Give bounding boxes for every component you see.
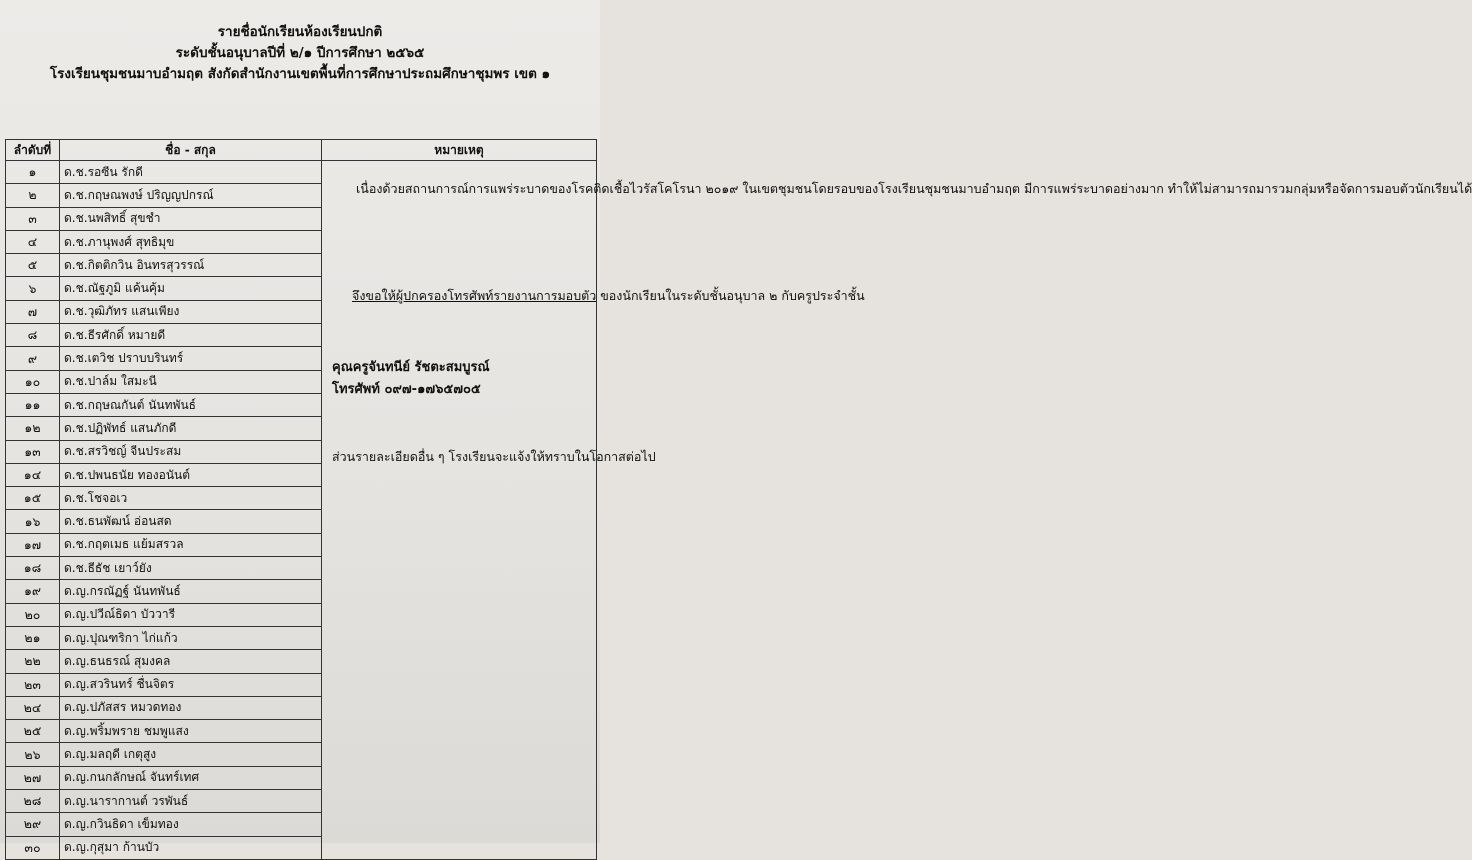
student-name: ด.ช.ธีธัช เยาว์ยัง bbox=[60, 557, 322, 580]
student-name: ด.ช.ณัฐภูมิ แค้นคุ้ม bbox=[60, 277, 322, 300]
student-name: ด.ญ.ธนธรณ์ สุมงคล bbox=[60, 650, 322, 673]
student-name: ด.ช.กฤตเมธ แย้มสรวล bbox=[60, 533, 322, 556]
note-block bbox=[326, 161, 1472, 831]
row-number: ๑๖ bbox=[6, 510, 60, 533]
student-name: ด.ช.นพสิทธิ์ สุขชำ bbox=[60, 207, 322, 230]
student-roster-table bbox=[5, 139, 1472, 860]
student-name: ด.ช.กิตติกวิน อินทรสุวรรณ์ bbox=[60, 254, 322, 277]
row-number: ๒๗ bbox=[6, 766, 60, 789]
table-header-row bbox=[6, 140, 597, 161]
note-paragraph-request bbox=[332, 285, 865, 307]
student-name: ด.ช.วุฒิภัทร แสนเพียง bbox=[60, 300, 322, 323]
row-number: ๗ bbox=[6, 300, 60, 323]
table-row bbox=[6, 161, 597, 184]
row-number: ๙ bbox=[6, 347, 60, 370]
row-number: ๒๙ bbox=[6, 813, 60, 836]
row-number: ๒๖ bbox=[6, 743, 60, 766]
row-number: ๖ bbox=[6, 277, 60, 300]
row-number: ๑๔ bbox=[6, 463, 60, 486]
row-number: ๘ bbox=[6, 324, 60, 347]
teacher-contact bbox=[332, 357, 586, 401]
student-name: ด.ญ.ปุณฑริกา ไก่แก้ว bbox=[60, 626, 322, 649]
student-name: ด.ช.ปฏิพัทธ์ แสนภักดี bbox=[60, 417, 322, 440]
student-name: ด.ช.เตวิช ปราบบรินทร์ bbox=[60, 347, 322, 370]
row-number: ๓ bbox=[6, 207, 60, 230]
teacher-phone: โทรศัพท์ ๐๙๗-๑๗๖๕๗๐๕ bbox=[332, 382, 481, 397]
row-number: ๒๕ bbox=[6, 720, 60, 743]
student-name: ด.ญ.พริ้มพราย ชมพูแสง bbox=[60, 720, 322, 743]
student-name: ด.ญ.มลฤดี เกตุสูง bbox=[60, 743, 322, 766]
row-number: ๑๑ bbox=[6, 393, 60, 416]
row-number: ๒๔ bbox=[6, 696, 60, 719]
student-name: ด.ช.โชจอเว bbox=[60, 487, 322, 510]
row-number: ๕ bbox=[6, 254, 60, 277]
student-name: ด.ญ.สวรินทร์ ชื่นจิตร bbox=[60, 673, 322, 696]
column-header-no: ลำดับที่ bbox=[6, 140, 60, 161]
row-number: ๓๐ bbox=[6, 836, 60, 859]
note-cell bbox=[322, 161, 1472, 860]
note-request-rest: ของนักเรียนในระดับชั้นอนุบาล ๒ กับครูประจำชั้น bbox=[596, 288, 865, 303]
row-number: ๒ bbox=[6, 184, 60, 207]
student-name: ด.ช.ธีรศักดิ์ หมายดี bbox=[60, 324, 322, 347]
row-number: ๑๙ bbox=[6, 580, 60, 603]
note-paragraph-situation: เนื่องด้วยสถานการณ์การแพร่ระบาดของโรคติดเชื้อไวรัสโคโรนา ๒๐๑๙ ในเขตชุมชนโดยรอบของโรงเรียนชุมชนมาบอำมฤต มีการแพร่ระบาดอย่างมาก ทำให้ไม่สามารถมารวมกลุ่มหรือจัดการมอบตัวนักเรียนได้ bbox=[356, 181, 1472, 196]
header-class-level: ระดับชั้นอนุบาลปีที่ ๒/๑ ปีการศึกษา ๒๕๖๕ bbox=[175, 45, 425, 61]
roster-body bbox=[6, 161, 1472, 860]
student-name: ด.ญ.ปภัสสร หมวดทอง bbox=[60, 696, 322, 719]
row-number: ๑๒ bbox=[6, 417, 60, 440]
student-name: ด.ญ.ปวีณ์ธิดา บัววารี bbox=[60, 603, 322, 626]
row-number: ๒๒ bbox=[6, 650, 60, 673]
note-paragraph-further-info: ส่วนรายละเอียดอื่น ๆ โรงเรียนจะแจ้งให้ทราบในโอกาสต่อไป bbox=[332, 449, 656, 464]
student-name: ด.ญ.กุสุมา ก้านบัว bbox=[60, 836, 322, 859]
student-name: ด.ญ.กรณัฏฐ์ นันทพันธ์ bbox=[60, 580, 322, 603]
header-school: โรงเรียนชุมชนมาบอำมฤต สังกัดสำนักงานเขตพื้นที่การศึกษาประถมศึกษาชุมพร เขต ๑ bbox=[49, 66, 551, 82]
student-name: ด.ช.กฤษณพงษ์ ปริญญปกรณ์ bbox=[60, 184, 322, 207]
row-number: ๑๗ bbox=[6, 533, 60, 556]
row-number: ๑ bbox=[6, 161, 60, 184]
student-name: ด.ช.ภานุพงศ์ สุทธิมุข bbox=[60, 230, 322, 253]
row-number: ๑๕ bbox=[6, 487, 60, 510]
student-name: ด.ช.กฤษณกันต์ นันทพันธ์ bbox=[60, 393, 322, 416]
document-header bbox=[0, 22, 600, 85]
student-name: ด.ญ.กนกลักษณ์ จันทร์เทศ bbox=[60, 766, 322, 789]
student-name: ด.ช.ธนพัฒน์ อ่อนสด bbox=[60, 510, 322, 533]
student-name: ด.ช.สรวิชญ์ จีนประสม bbox=[60, 440, 322, 463]
row-number: ๒๑ bbox=[6, 626, 60, 649]
row-number: ๑๓ bbox=[6, 440, 60, 463]
row-number: ๒๘ bbox=[6, 790, 60, 813]
note-request-lead: จึงขอให้ผู้ปกครองโทรศัพท์รายงานการมอบตัว bbox=[352, 288, 597, 303]
row-number: ๒๓ bbox=[6, 673, 60, 696]
teacher-name: คุณครูจันทนีย์ รัชตะสมบูรณ์ bbox=[332, 360, 490, 375]
header-title: รายชื่อนักเรียนห้องเรียนปกติ bbox=[217, 24, 383, 40]
student-name: ด.ช.ปพนธนัย ทองอนันต์ bbox=[60, 463, 322, 486]
row-number: ๑๐ bbox=[6, 370, 60, 393]
row-number: ๔ bbox=[6, 230, 60, 253]
student-name: ด.ญ.กวินธิดา เข็มทอง bbox=[60, 813, 322, 836]
student-name: ด.ญ.นารากานต์ วรพันธ์ bbox=[60, 790, 322, 813]
column-header-name: ชื่อ - สกุล bbox=[60, 140, 322, 161]
student-name: ด.ช.ปาล์ม ใสมะนี bbox=[60, 370, 322, 393]
row-number: ๑๘ bbox=[6, 557, 60, 580]
column-header-note: หมายเหตุ bbox=[322, 140, 597, 161]
student-name: ด.ช.รอซีน รักดี bbox=[60, 161, 322, 184]
row-number: ๒๐ bbox=[6, 603, 60, 626]
